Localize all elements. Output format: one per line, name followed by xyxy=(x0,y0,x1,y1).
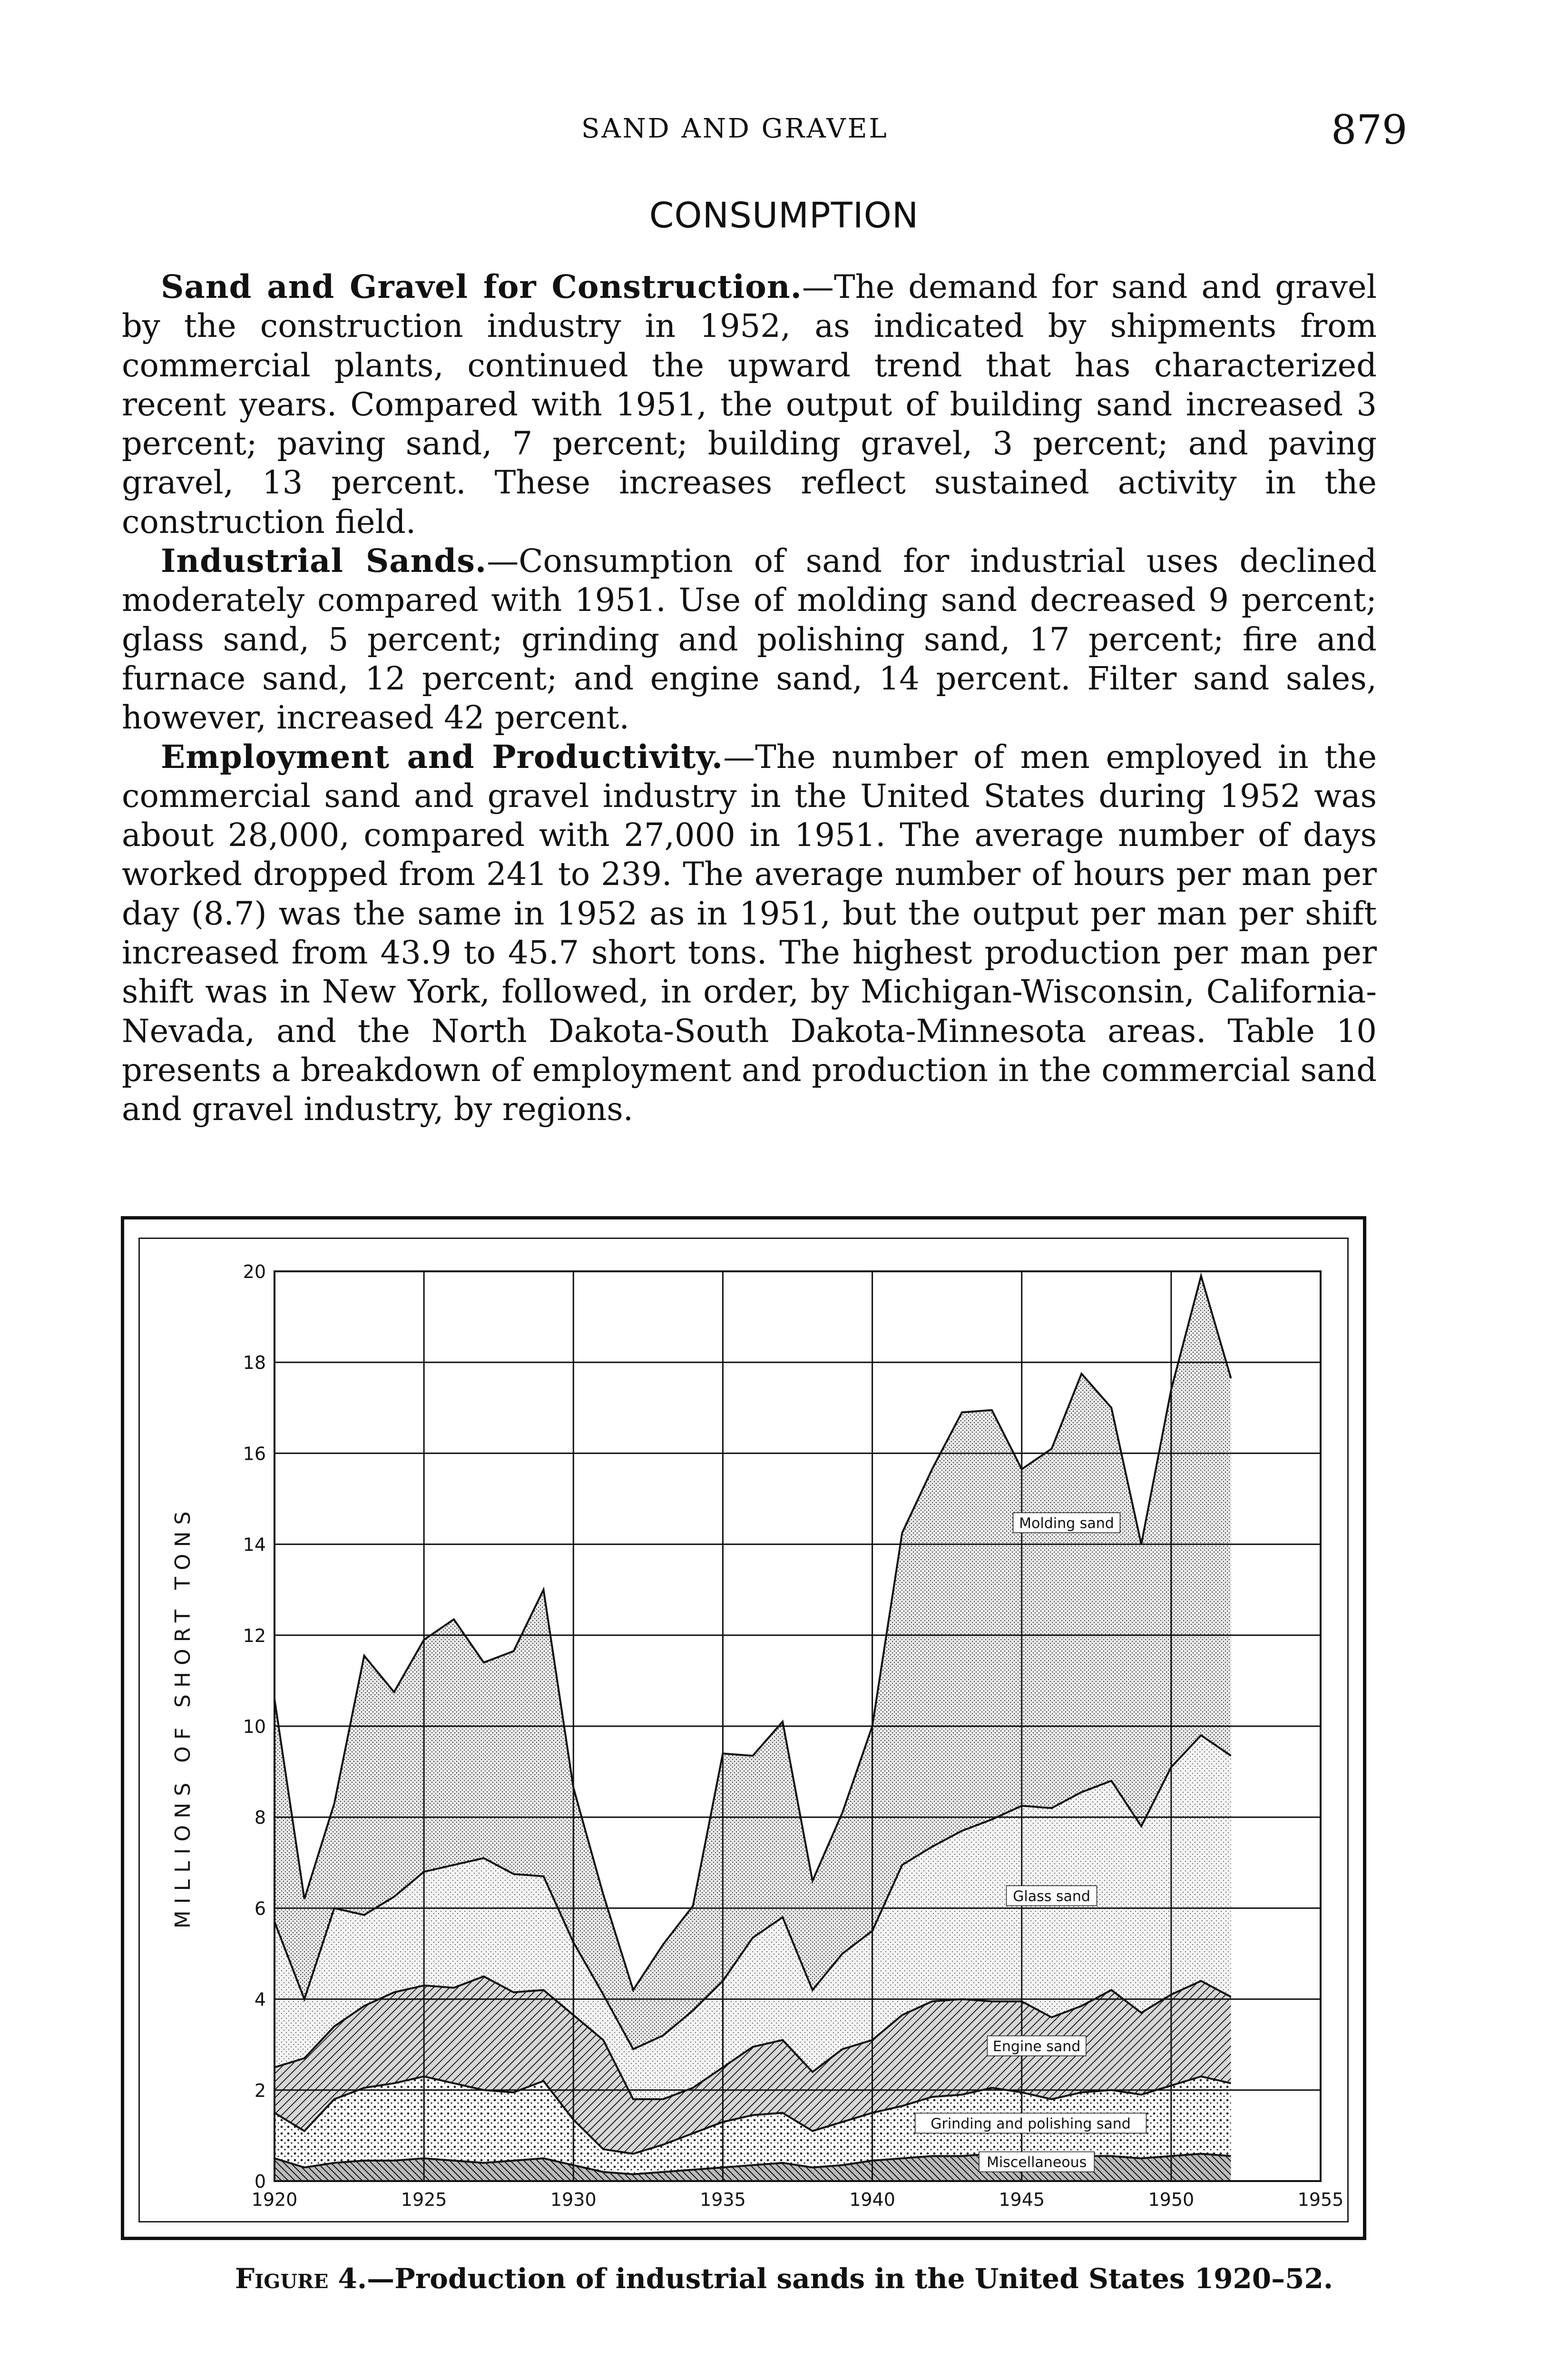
paragraph-text: —Consumption of sand for industrial uses declined moderately compared with 1951. Use of molding sand decreased 9 percent; glass sand, 5 percent; grinding and polishing sand, 17 percent; fire and furnace sand, 12 percent; and engine sand, 14 percent. Filter sand sales, however, increased 42 percent. xyxy=(122,542,1377,737)
x-tick-label: 1940 xyxy=(849,2189,895,2210)
series-label: Miscellaneous xyxy=(986,2154,1087,2171)
paragraph-lead: Sand and Gravel for Construction. xyxy=(161,268,802,305)
paragraph-construction xyxy=(122,267,1377,541)
y-tick-label: 10 xyxy=(243,1716,266,1737)
production-chart xyxy=(140,1239,1347,2221)
paragraph-industrial-sands xyxy=(122,541,1377,737)
figure-caption xyxy=(0,2262,1568,2295)
series-label: Molding sand xyxy=(1019,1515,1114,1532)
series-label: Grinding and polishing sand xyxy=(931,2115,1131,2133)
series-label: Glass sand xyxy=(1013,1888,1090,1905)
section-title: CONSUMPTION xyxy=(649,195,919,236)
y-tick-label: 18 xyxy=(243,1352,266,1374)
figure-frame xyxy=(121,1216,1366,2240)
x-tick-label: 1955 xyxy=(1297,2189,1344,2210)
y-tick-label: 14 xyxy=(243,1534,266,1555)
body-text xyxy=(122,267,1377,1129)
y-axis-label: MILLIONS OF SHORT TONS xyxy=(171,1504,195,1929)
y-tick-label: 2 xyxy=(254,2080,266,2101)
y-tick-label: 4 xyxy=(254,1989,266,2010)
figure-inner-border xyxy=(138,1238,1349,2222)
y-tick-label: 20 xyxy=(243,1261,266,1282)
paragraph-lead: Employment and Productivity. xyxy=(161,737,724,776)
y-tick-label: 16 xyxy=(243,1443,266,1465)
page-number: 879 xyxy=(1331,107,1408,153)
paragraph-text: —The demand for sand and gravel by the construction industry in 1952, as indicated by shipments from commercial plants, continued the upward trend that has characterized recent years. Compared with 1951, the output of building sand increased 3 percent; paving sand, 7 percent; building gravel, 3 percent; and paving gravel, 13 percent. These increases reflect sustained activity in the construction field. xyxy=(122,268,1377,541)
x-tick-label: 1925 xyxy=(401,2189,447,2210)
caption-text: —Production of industrial sands in the United States 1920–52. xyxy=(367,2262,1333,2295)
x-tick-label: 1950 xyxy=(1148,2189,1195,2210)
y-tick-label: 0 xyxy=(254,2171,266,2192)
series-label: Engine sand xyxy=(992,2038,1081,2055)
y-tick-label: 12 xyxy=(243,1625,266,1646)
running-title: SAND AND GRAVEL xyxy=(581,113,889,144)
x-tick-label: 1935 xyxy=(700,2189,746,2210)
paragraph-text: —The number of men employed in the commercial sand and gravel industry in the United States during 1952 was about 28,000, compared with 27,000 in 1951. The average number of days worked dropped from 241 to 239. The average number of hours per man per day (8.7) was the same in 1952 as in 1951, but the output per man per shift increased from 43.9 to 45.7 short tons. The highest production per man per shift was in New York, followed, in order, by Michigan-Wisconsin, California-Nevada, and the North Dakota-South Dakota-Minnesota areas. Table 10 presents a breakdown of employment and production in the commercial sand and gravel industry, by regions. xyxy=(122,738,1377,1128)
x-tick-label: 1920 xyxy=(251,2189,298,2210)
page-header xyxy=(0,107,1568,156)
caption-label: Figure 4. xyxy=(235,2262,367,2295)
plot-area xyxy=(171,1261,1343,2210)
paragraph-employment xyxy=(122,737,1377,1129)
y-tick-label: 8 xyxy=(254,1807,266,1828)
paragraph-lead: Industrial Sands. xyxy=(161,542,487,580)
x-tick-label: 1930 xyxy=(550,2189,597,2210)
y-tick-label: 6 xyxy=(254,1898,266,1919)
x-tick-label: 1945 xyxy=(999,2189,1045,2210)
